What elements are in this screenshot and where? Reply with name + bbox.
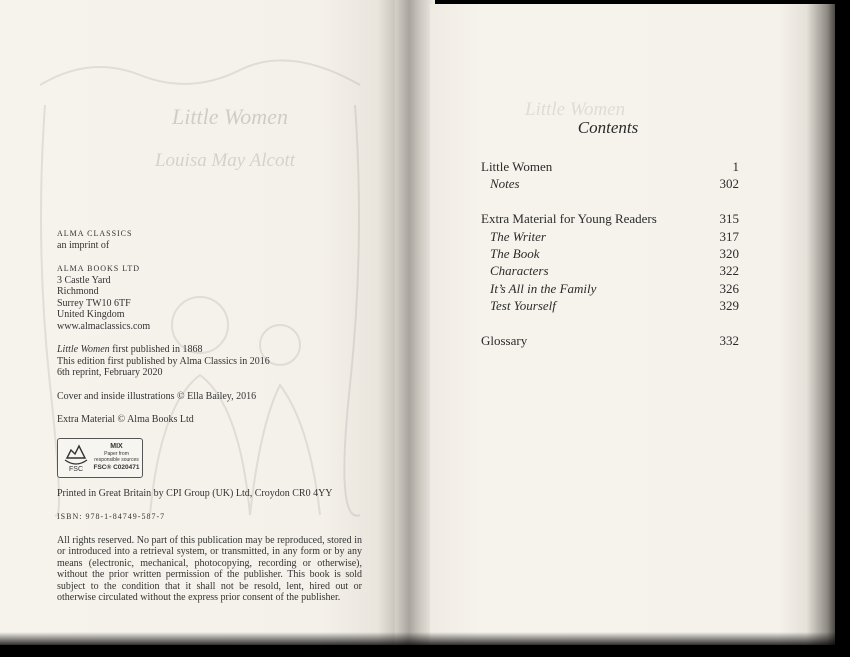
table-of-contents: [481, 158, 739, 349]
toc-page-number: 1: [732, 159, 739, 174]
toc-subentry[interactable]: [481, 245, 739, 262]
reprint-note: 6th reprint, February 2020: [57, 367, 163, 378]
toc-spacer: [481, 315, 739, 332]
toc-entry[interactable]: [481, 332, 739, 349]
toc-entry-label: The Book: [490, 245, 540, 261]
first-published: [57, 344, 362, 356]
toc-page-number: 329: [719, 298, 739, 314]
address-line: United Kingdom: [57, 309, 125, 320]
toc-page-number: 326: [719, 280, 739, 296]
imprint-block: [57, 228, 362, 604]
toc-entry-label: Notes: [490, 176, 520, 192]
publisher-address: [57, 263, 362, 332]
toc-page-number: 315: [719, 211, 739, 227]
book-gutter: [395, 0, 435, 645]
toc-entry-label: It’s All in the Family: [490, 280, 597, 296]
book-title-italic: Little Women: [57, 344, 110, 355]
fsc-mix: MIX: [110, 443, 123, 450]
toc-entry[interactable]: [481, 158, 739, 175]
toc-subentry[interactable]: [481, 175, 739, 192]
show-through-title-ghost: Little Women: [525, 99, 626, 120]
toc-subentry[interactable]: [481, 228, 739, 245]
toc-entry-label: The Writer: [490, 228, 546, 244]
toc-entry-label: Test Yourself: [490, 298, 556, 314]
toc-page-number: 322: [719, 263, 739, 279]
illustrations-credit: Cover and inside illustrations © Ella Bailey, 2016: [57, 390, 257, 402]
bottom-shadow: [0, 632, 850, 657]
address-line: Richmond: [57, 286, 99, 297]
contents-heading: Contents: [577, 118, 639, 137]
rights-notice: All rights reserved. No part of this publication may be reproduced, stored in or introduced into a retrieval system, or transmitted, in any form or by any means (electronic, mechanical, photocopying, recording or otherwise), without the prior written permission of the publisher. This book is sold subject to the condition that it shall not be resold, lent, hired out or otherwise circulated without the express prior consent of the publisher.: [57, 534, 362, 603]
toc-page-number: 317: [719, 228, 739, 244]
fsc-label: [57, 438, 143, 478]
toc-page-number: 320: [719, 245, 739, 261]
imprint-of: an imprint of: [57, 239, 110, 251]
fsc-code: FSC® C020471: [93, 464, 140, 471]
first-published-text: first published in 1868: [109, 344, 203, 355]
frontispiece-author-ghost: Louisa May Alcott: [154, 150, 296, 171]
toc-entry-label: Characters: [490, 263, 549, 279]
publisher-name: ALMA CLASSICS: [57, 229, 133, 238]
toc-entry[interactable]: [481, 210, 739, 227]
frontispiece-title-ghost: Little Women: [172, 104, 288, 129]
toc-entry-label: Little Women: [481, 159, 553, 174]
address-line: Surrey TW10 6TF: [57, 297, 131, 309]
toc-page-number: 332: [719, 332, 739, 348]
toc-entry-label: Extra Material for Young Readers: [481, 211, 657, 227]
fsc-paper: Paper from responsible sources: [94, 451, 139, 463]
toc-subentry[interactable]: [481, 262, 739, 279]
toc-subentry[interactable]: [481, 297, 739, 314]
toc-subentry[interactable]: [481, 280, 739, 297]
extra-material-credit: Extra Material © Alma Books Ltd: [57, 414, 194, 425]
toc-entry-label: Glossary: [481, 332, 528, 348]
address-line: ALMA BOOKS LTD: [57, 264, 141, 273]
fsc-brand: FSC: [69, 465, 83, 473]
fsc-tree-logo-icon: [61, 440, 91, 476]
left-page: [0, 0, 402, 645]
edition-note: This edition first published by Alma Classics in 2016: [57, 355, 270, 367]
toc-page-number: 302: [719, 176, 739, 192]
toc-spacer: [481, 193, 739, 210]
address-line: 3 Castle Yard: [57, 274, 111, 286]
printer-note: Printed in Great Britain by CPI Group (UK) Ltd, Croydon CR0 4YY: [57, 487, 333, 499]
isbn: ISBN: 978-1-84749-587-7: [57, 512, 166, 521]
website: www.almaclassics.com: [57, 320, 151, 332]
